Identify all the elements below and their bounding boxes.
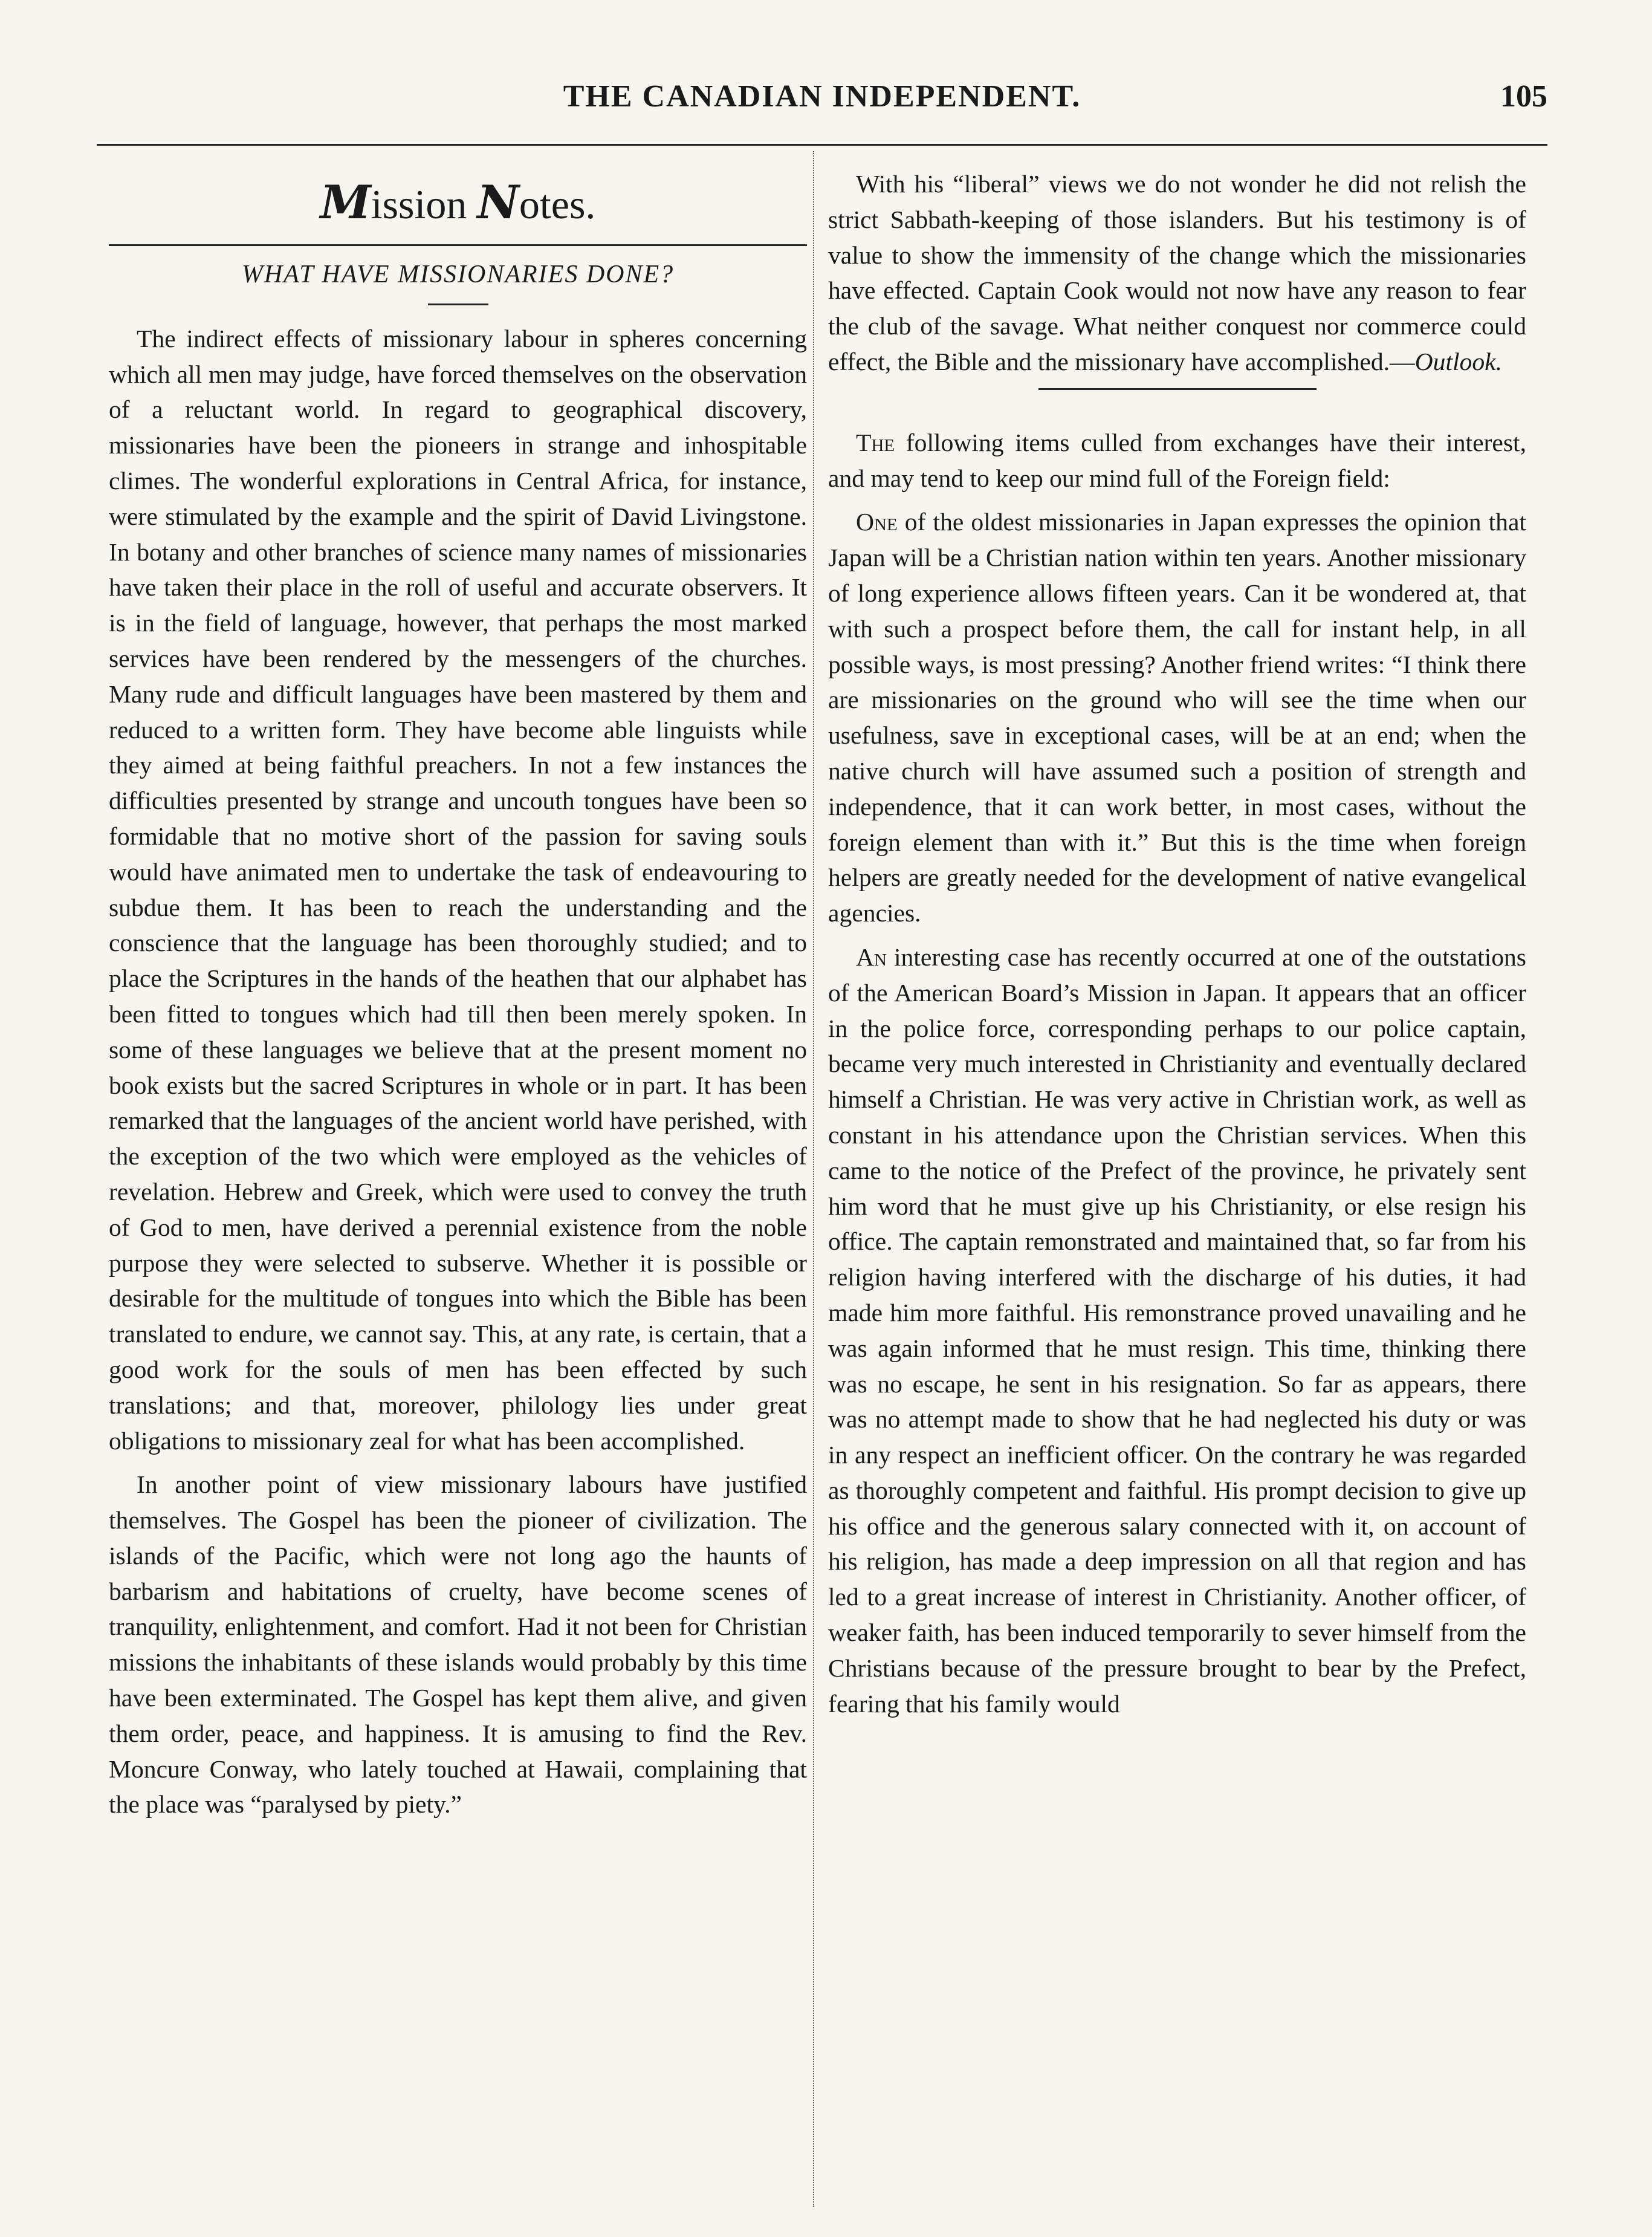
heading-rule <box>428 304 488 305</box>
section-title-initial-m: M <box>320 175 371 229</box>
column-divider <box>813 151 814 2207</box>
page-header <box>97 79 1547 127</box>
intro-text: following items culled from exchanges have their interest, and may tend to keep our mind full of the Foreign field: <box>828 428 1526 492</box>
left-column <box>109 166 807 1831</box>
article-paragraph <box>828 166 1526 380</box>
article-heading: WHAT HAVE MISSIONARIES DONE? <box>241 261 675 288</box>
news-item <box>828 940 1526 1722</box>
right-column <box>828 166 1526 1730</box>
section-title <box>109 175 807 229</box>
news-item-text: interesting case has recently occurred at one of the outstations of the American Board’s Mission in Japan. It appears that an officer in the police force, corresponding perhaps to our police captain, became very much interested in Christianity and eventually declared himself a Christian. He was very active in Christian work, as well as constant in his attendance upon the Christian services. When this came to the notice of the Prefect of the province, he privately sent him word that he must give up his Christianity, or else resign his office. The captain remonstrated and maintained that, so far from his religion having interfered with the discharge of his duties, it had made him more faithful. His remonstrance proved unavailing and he was again informed that he must resign. This time, thinking there was no escape, he sent in his resignation. So far as appears, there was no attempt made to show that he had neglected his duty or was in any respect an inefficient officer. On the contrary he was regarded as thoroughly competent and faithful. His prompt decision to give up his office and the generous salary connected with it, on account of his religion, has made a deep impression on all that region and has led to a great increase of interest in Christianity. Another officer, of weaker faith, has been induced temporarily to sever himself from the Christians because of the pressure brought to bear by the Prefect, fearing that his family would <box>828 943 1526 1718</box>
page-number: 105 <box>1500 79 1547 114</box>
article-paragraph: The indirect effects of missionary labour in spheres concerning which all men may judge, have forced themselves on the observation of a reluctant world. In regard to geographical discovery, missionaries have been the pioneers in strange and inhospitable climes. The wonderful explorations in Central Africa, for instance, were stimulated by the example and the spirit of David Livingstone. In botany and other branches of science many names of missionaries have taken their place in the roll of useful and accurate observers. It is in the field of language, however, that perhaps the most marked services have been rendered by the messengers of the churches. Many rude and difficult languages have been mastered by them and reduced to a written form. They have become able linguists while they aimed at being faithful preachers. In not a few instances the difficulties presented by strange and uncouth tongues have been so formidable that no motive short of the passion for saving souls would have animated men to undertake the task of endeavouring to subdue them. It has been to reach the understanding and the conscience that the language has been thoroughly studied; and to place the Scriptures in the hands of the heathen that our alphabet has been fitted to tongues which had till then been merely spoken. In some of these languages we believe that at the present moment no book exists but the sacred Scriptures in whole or in part. It has been remarked that the languages of the ancient world have perished, with the exception of the two which were employed as the vehicles of revelation. Hebrew and Greek, which were used to convey the truth of God to men, have derived a perennial existence from the noble purpose they were selected to subserve. Whether it is possible or desirable for the multitude of tongues into which the Bible has been translated to endure, we cannot say. This, at any rate, is certain, that a good work for the souls of men has been effected by such translations; and that, moreover, philology lies under great obligations to missionary zeal for what has been accomplished. <box>109 324 807 1455</box>
article-source: Outlook. <box>1414 347 1503 375</box>
news-item <box>828 504 1526 931</box>
section-title-initial-n: N <box>477 175 519 229</box>
news-item-lead-word: An <box>856 943 887 971</box>
header-rule <box>97 144 1547 146</box>
article-separator-rule <box>1038 388 1317 390</box>
news-item-text: of the oldest missionaries in Japan expresses the opinion that Japan will be a Christian nation within ten years. Another missionary of long experience allows fifteen years. Can it be wondered at, that with such a prospect before them, the call for instant help, in all possible ways, is most pressing? Another friend writes: “I think there are missionaries on the ground who will see the time when our usefulness, save in exceptional cases, will be at an end; when the native church will have assumed such a position of strength and independence, that it can work better, in most cases, without the foreign element than with it.” But this is the time when foreign helpers are greatly needed for the development of native evangelical agencies. <box>828 508 1526 927</box>
intro-paragraph <box>828 425 1526 496</box>
section-rule <box>109 244 807 246</box>
section-title-text-1: ission <box>371 181 478 227</box>
page-title: THE CANADIAN INDEPENDENT. <box>563 79 1081 114</box>
article-paragraph: In another point of view missionary labours have justified themselves. The Gospel has been the pioneer of civilization. The islands of the Pacific, which were not long ago the haunts of barbarism and habitations of cruelty, have become scenes of tranquility, enlightenment, and comfort. Had it not been for Christian missions the inhabitants of these islands would probably by this time have been exterminated. The Gospel has kept them alive, and given them order, peace, and happiness. It is amusing to find the Rev. Moncure Conway, who lately touched at Hawaii, complaining that the place was “paralysed by piety.” <box>109 1470 807 1819</box>
intro-lead-word: The <box>856 428 895 456</box>
news-item-lead-word: One <box>856 508 898 536</box>
section-title-text-2: otes. <box>519 181 596 227</box>
article-paragraph-text: With his “liberal” views we do not wonder he did not relish the strict Sabbath-keeping of those islanders. But his testimony is of value to show the immensity of the change which the missionaries have effected. Captain Cook would not now have any reason to fear the club of the savage. What neither conquest nor commerce could effect, the Bible and the missionary have accomplished.— <box>828 170 1526 375</box>
